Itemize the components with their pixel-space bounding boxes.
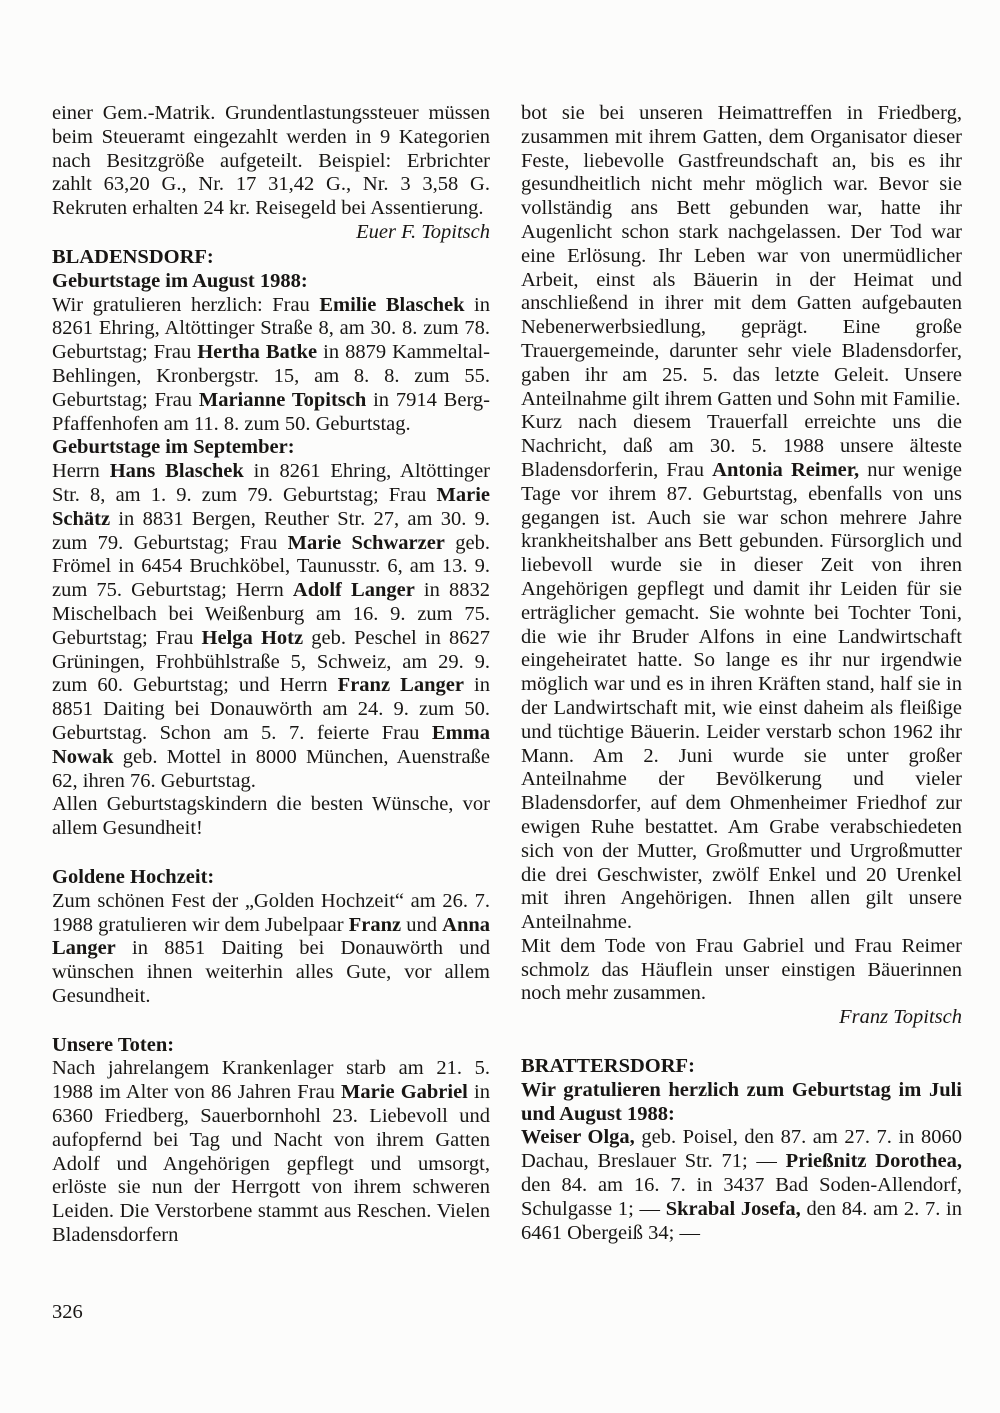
paragraph-birthday-wishes: Allen Geburtstagskindern die besten Wünsche, vor allem Gesundheit!	[52, 793, 490, 840]
right-column	[521, 102, 962, 1248]
subheading-geburtstage-august: Geburtstage im August 1988:	[52, 269, 308, 292]
section-spacer	[521, 1030, 962, 1055]
subheading-goldene-hochzeit: Goldene Hochzeit:	[52, 865, 215, 888]
paragraph-closing-remark: Mit dem Tode von Frau Gabriel und Frau Reimer schmolz das Häuflein unser einstigen Bäuerinnen noch mehr zusammen.	[521, 934, 962, 1005]
paragraph-birthdays-august: Wir gratulieren herzlich: Frau Emilie Blaschek in 8261 Ehring, Altöttinger Straße 8, am 30. 8. zum 78. Geburtstag; Frau Hertha Batke in 8879 Kammeltal-Behlingen, Kronbergstr. 15, am 8. 8. zum 55. Geburtstag; Frau Marianne Topitsch in 7914 Berg-Pfaffenhofen am 11. 8. zum 50. Geburtstag.	[52, 293, 490, 435]
section-heading-brattersdorf: BRATTERSDORF:	[521, 1055, 695, 1078]
section-spacer	[52, 1009, 490, 1034]
paragraph-birthdays-brattersdorf: Weiser Olga, geb. Poisel, den 87. am 27. 7. in 8060 Dachau, Breslauer Str. 71; — Prießnitz Dorothea, den 84. am 16. 7. in 3437 Bad Soden-Allendorf, Schulgasse 1; — Skrabal Josefa, den 84. am 2. 7. in 6461 Obergeiß 34; —	[521, 1126, 963, 1244]
paragraph-obituary-gabriel: Nach jahrelangem Krankenlager starb am 21. 5. 1988 im Alter von 86 Jahren Frau Marie Gabriel in 6360 Friedberg, Sauerbornhohl 23. Liebevoll und aufopfernd bei Tag und Nacht von ihrem Gatten Adolf und Angehörigen gepflegt und umsorgt, erlöste sie nun der Herrgott von ihrem schweren Leiden. Die Verstorbene stammt aus Reschen. Vielen Bladensdorfern	[52, 1057, 490, 1247]
page-text-area	[52, 102, 962, 1248]
section-spacer	[52, 841, 490, 866]
subheading-geburtstage-september: Geburtstage im September:	[52, 436, 295, 459]
subheading-geburtstag-juli-august: Wir gratulieren herzlich zum Geburtstag im Juli und August 1988:	[521, 1078, 962, 1125]
subheading-unsere-toten: Unsere Toten:	[52, 1033, 175, 1056]
paragraph-obituary-reimer: Kurz nach diesem Trauerfall erreichte uns die Nachricht, daß am 30. 5. 1988 unsere älteste Bladensdorferin, Frau Antonia Reimer, nur wenige Tage vor ihrem 87. Geburtstag, ebenfalls von uns gegangen ist. Auch sie war schon mehrere Jahre krankheitshalber ans Bett gebunden. Fürsorglich und liebevoll wurde sie in dieser Zeit von ihren Angehörigen gepflegt und damit ihr Leiden für sie erträglicher gemacht. Sie wohnte bei Tochter Toni, die wie ihr Bruder Alfons in eine Landwirtschaft eingeheiratet hatte. So lange es ihr nur irgendwie möglich war und es in ihren Kräften stand, half sie in der Landwirtschaft mit, wie einst daheim als fleißige und tüchtige Bäuerin. Leider verstarb schon 1962 ihr Mann. Am 2. Juni wurde sie unter großer Anteilnahme der Bevölkerung und vieler Bladensdorfer, auf dem Ohmenheimer Friedhof zur ewigen Ruhe bestattet. Am Grabe verabschiedeten sich von der Mutter, Großmutter und Urgroßmutter die drei Geschwister, zwölf Enkel und 20 Urenkel mit ihren Angehörigen. Ihnen allen gilt unsere Anteilnahme.	[521, 411, 962, 934]
paragraph-birthdays-september: Herrn Hans Blaschek in 8261 Ehring, Altöttinger Str. 8, am 1. 9. zum 79. Geburtstag; Frau Marie Schätz in 8831 Bergen, Reuther Str. 27, am 30. 9. zum 79. Geburtstag; Frau Marie Schwarzer geb. Frömel in 6454 Bruchköbel, Taunusstr. 6, am 13. 9. zum 75. Geburtstag; Herrn Adolf Langer in 8832 Mischelbach bei Weißenburg am 16. 9. zum 75. Geburtstag; Frau Helga Hotz geb. Peschel in 8627 Grüningen, Frohbühlstraße 5, Schweiz, am 29. 9. zum 60. Geburtstag; und Herrn Franz Langer in 8851 Daiting bei Donauwörth am 24. 9. zum 50. Geburtstag. Schon am 5. 7. feierte Frau Emma Nowak geb. Mottel in 8000 München, Auenstraße 62, ihren 76. Geburtstag.	[52, 460, 491, 792]
author-signature: Franz Topitsch	[839, 1006, 962, 1029]
page-number: 326	[52, 1301, 83, 1323]
left-column	[52, 102, 490, 1248]
paragraph-tax-continuation: einer Gem.-Matrik. Grundentlastungssteuer müssen beim Steueramt eingezahlt werden in 9 Kategorien nach Besitzgröße aufgeteilt. Beispiel: Erbrichter zahlt 63,20 G., Nr. 17 31,42 G., Nr. 3 3,58 G. Rekruten erhalten 24 kr. Reisegeld bei Assentierung. Euer F. Topitsch	[52, 102, 490, 243]
paragraph-golden-wedding: Zum schönen Fest der „Golden Hochzeit“ am 26. 7. 1988 gratulieren wir dem Jubelpaar Franz und Anna Langer in 8851 Daiting bei Donauwörth und wünschen ihnen weiterhin alles Gute, vor allem Gesundheit.	[52, 889, 490, 1007]
section-heading-bladensdorf: BLADENSDORF:	[52, 245, 214, 268]
paragraph-obituary-continuation: bot sie bei unseren Heimattreffen in Friedberg, zusammen mit ihrem Gatten, dem Organisator dieser Feste, liebevolle Gastfreundschaft an, bis es ihr gesundheitlich nicht mehr möglich war. Bevor sie vollständig ans Bett gebunden war, hatte ihr Augenlicht schon stark nachgelassen. Der Tod war eine Erlösung. Ihr Leben war von unermüdlicher Arbeit, einst als Bäuerin in der Heimat und anschließend in ihrer mit dem Gatten aufgebauten Nebenerwerbsiedlung, geprägt. Eine große Trauergemeinde, darunter sehr viele Bladensdorfer, gaben ihr am 25. 5. das letzte Geleit. Unsere Anteilnahme gilt ihrem Gatten und Sohn mit Familie.	[521, 102, 962, 410]
